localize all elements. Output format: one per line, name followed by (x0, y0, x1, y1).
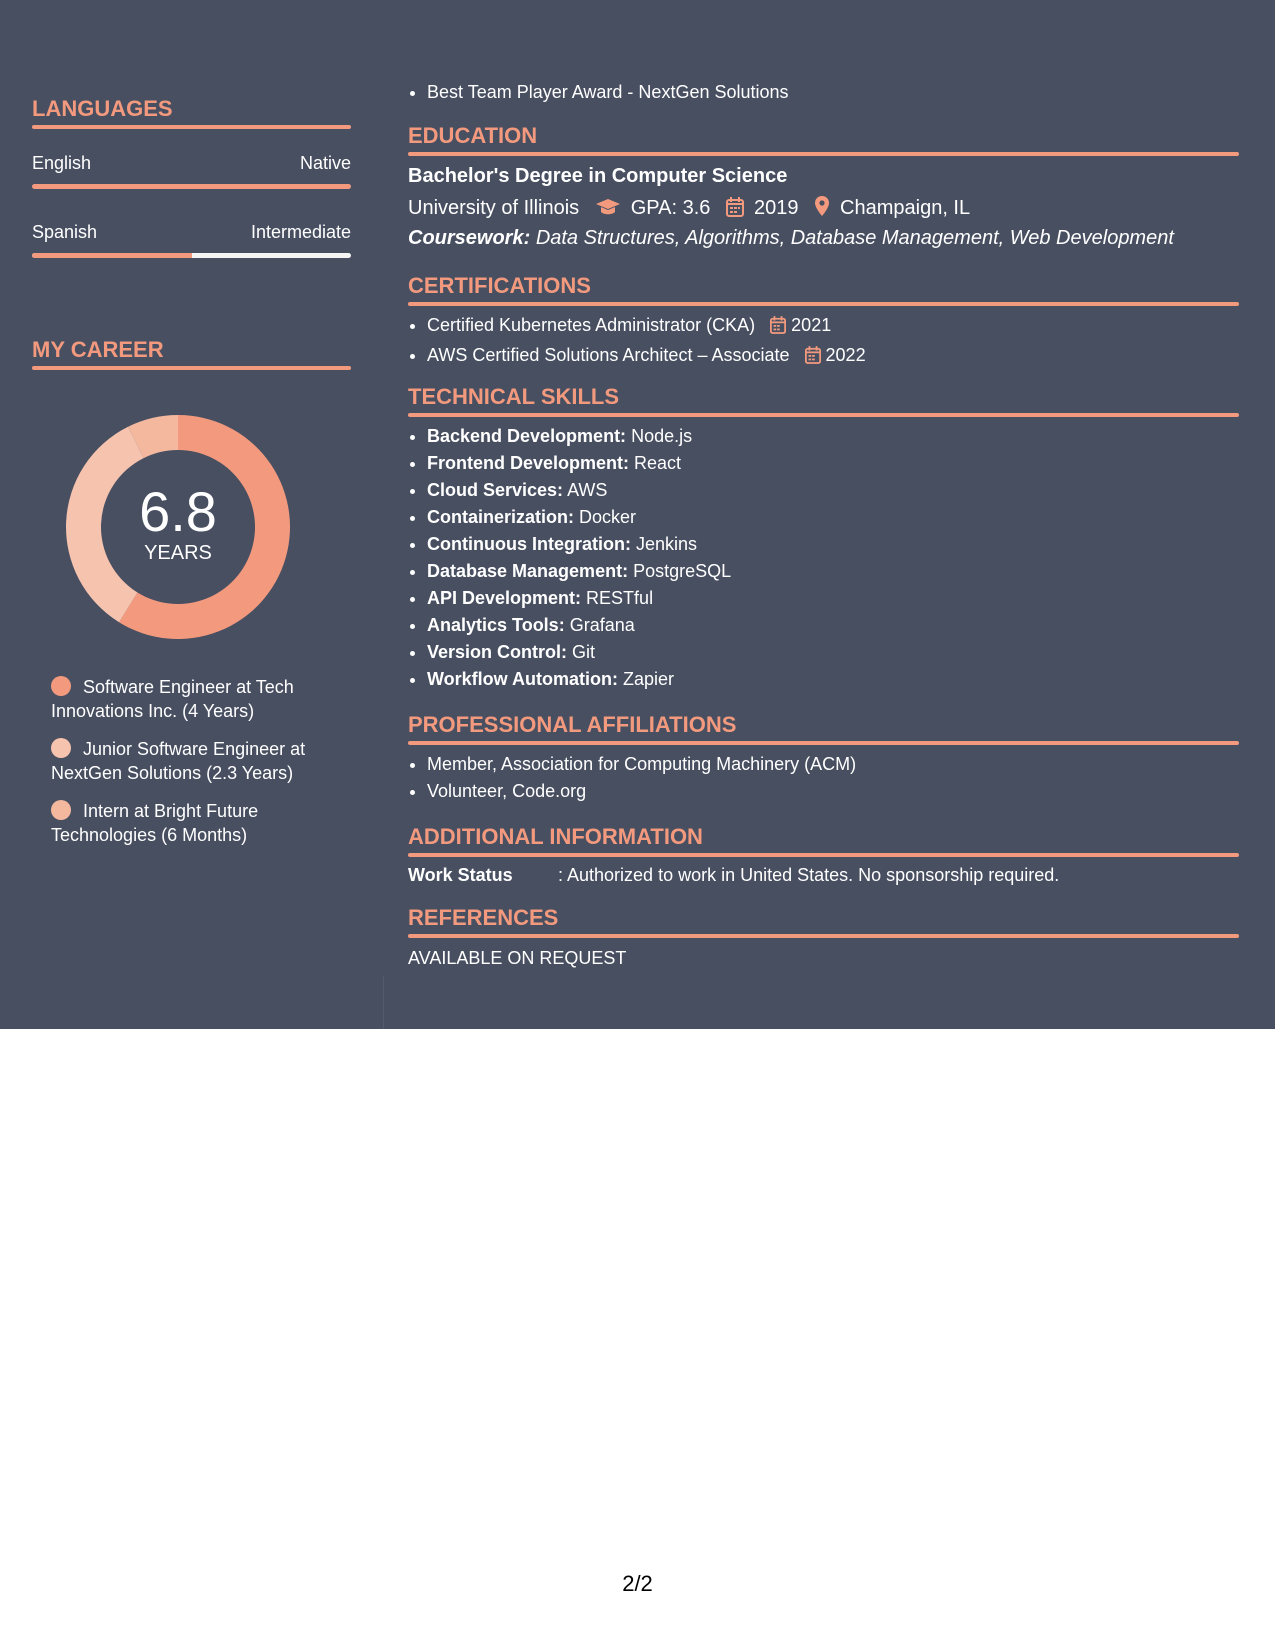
languages-title: LANGUAGES (32, 96, 173, 121)
list-item: • Volunteer, Code.org (427, 778, 1239, 805)
skill-label: Frontend Development: (427, 453, 630, 473)
career-legend-label: Intern at Bright Future Technologies (6 Months) (51, 801, 259, 845)
career-total-value: 6.8 (139, 480, 217, 543)
column-divider (383, 976, 384, 1029)
skill-label: Database Management: (427, 561, 629, 581)
skill-label: Continuous Integration: (427, 534, 631, 554)
skill-value: Zapier (623, 669, 675, 689)
additional-rule (408, 853, 1239, 857)
list-item (427, 666, 1239, 693)
skill-label: Backend Development: (427, 426, 627, 446)
legend-dot (51, 676, 71, 696)
calendar-icon (805, 345, 821, 372)
skill-label: Version Control: (427, 642, 568, 662)
coursework-list: Data Structures, Algorithms, Database Management, Web Development (535, 227, 1174, 249)
list-item (427, 342, 1239, 372)
career-legend-item (51, 675, 341, 723)
references-title: REFERENCES (408, 905, 559, 930)
language-proficiency-fill (32, 184, 351, 189)
skill-label: API Development: (427, 588, 582, 608)
legend-dot (51, 800, 71, 820)
skill-value: Git (572, 642, 596, 662)
page-number: 2/2 (622, 1571, 653, 1596)
skill-value: AWS (567, 480, 608, 500)
work-status-value: : Authorized to work in United States. No sponsorship required. (558, 865, 1060, 885)
list-item (427, 450, 1239, 477)
career-total-unit: YEARS (144, 542, 212, 564)
affiliations-title: PROFESSIONAL AFFILIATIONS (408, 712, 737, 737)
languages-rule (32, 125, 351, 129)
coursework (408, 224, 1174, 252)
list-item: • Best Team Player Award - NextGen Solutions (427, 79, 789, 106)
skill-value: Jenkins (635, 534, 698, 554)
additional-title: ADDITIONAL INFORMATION (408, 824, 703, 849)
skills-title: TECHNICAL SKILLS (408, 384, 620, 409)
list-item (427, 585, 1239, 612)
language-row (32, 221, 351, 243)
skill-value: Node.js (631, 426, 693, 446)
language-level: Native (299, 153, 351, 173)
career-legend-item (51, 799, 341, 847)
references-text: AVAILABLE ON REQUEST (408, 948, 627, 968)
skill-value: RESTful (586, 588, 654, 608)
list-item: • Member, Association for Computing Machinery (ACM) (427, 751, 1239, 778)
skill-value: Docker (579, 507, 637, 527)
work-status-label: Work Status (408, 865, 513, 885)
certification-name: Certified Kubernetes Administrator (CKA) (427, 315, 756, 335)
school-location: Champaign, IL (840, 197, 971, 219)
language-name: English (32, 153, 92, 173)
education-title: EDUCATION (408, 123, 538, 148)
skill-label: Analytics Tools: (427, 615, 565, 635)
skills-rule (408, 413, 1239, 417)
legend-dot (51, 738, 71, 758)
list-item (427, 531, 1239, 558)
awards-list (408, 79, 789, 106)
language-proficiency-fill (32, 253, 192, 258)
affiliations-rule (408, 741, 1239, 745)
skill-label: Cloud Services: (427, 480, 564, 500)
skill-value: React (634, 453, 682, 473)
certification-year: 2022 (825, 345, 866, 365)
location-pin-icon (814, 195, 830, 226)
certifications-rule (408, 302, 1239, 306)
list-item (427, 504, 1239, 531)
career-legend-label: Software Engineer at Tech Innovations Inc. (4 Years) (51, 677, 294, 721)
education-rule (408, 152, 1239, 156)
list-item (427, 477, 1239, 504)
degree: Bachelor's Degree in Computer Science (408, 165, 788, 187)
career-legend-item (51, 737, 341, 785)
skills-list (408, 423, 1239, 693)
list-item (427, 612, 1239, 639)
graduation-cap-icon (595, 196, 621, 226)
affiliations-list (408, 751, 1239, 805)
list-item (427, 312, 1239, 342)
skill-value: Grafana (569, 615, 635, 635)
skill-label: Workflow Automation: (427, 669, 618, 689)
career-title: MY CAREER (32, 337, 164, 362)
calendar-icon (770, 315, 786, 342)
skill-label: Containerization: (427, 507, 574, 527)
calendar-icon (726, 196, 744, 226)
skill-value: PostgreSQL (633, 561, 732, 581)
coursework-label: Coursework: (408, 227, 531, 249)
language-proficiency-bar (32, 184, 351, 189)
work-status (408, 864, 1059, 886)
school-name: University of Illinois (408, 197, 580, 219)
references-rule (408, 934, 1239, 938)
list-item (427, 558, 1239, 585)
career-rule (32, 366, 351, 370)
language-name: Spanish (32, 222, 98, 242)
list-item (427, 423, 1239, 450)
career-legend-label: Junior Software Engineer at NextGen Solutions (2.3 Years) (51, 739, 306, 783)
certifications-title: CERTIFICATIONS (408, 273, 591, 298)
career-total (66, 415, 290, 639)
certification-year: 2021 (791, 315, 832, 335)
language-level: Intermediate (250, 222, 351, 242)
language-row (32, 152, 351, 174)
language-proficiency-bar (32, 253, 351, 258)
education-details (408, 193, 970, 226)
certifications-list (408, 312, 1239, 372)
graduation-year: 2019 (753, 197, 799, 219)
list-item (427, 639, 1239, 666)
gpa: GPA: 3.6 (630, 197, 711, 219)
certification-name: AWS Certified Solutions Architect – Associate (427, 345, 790, 365)
